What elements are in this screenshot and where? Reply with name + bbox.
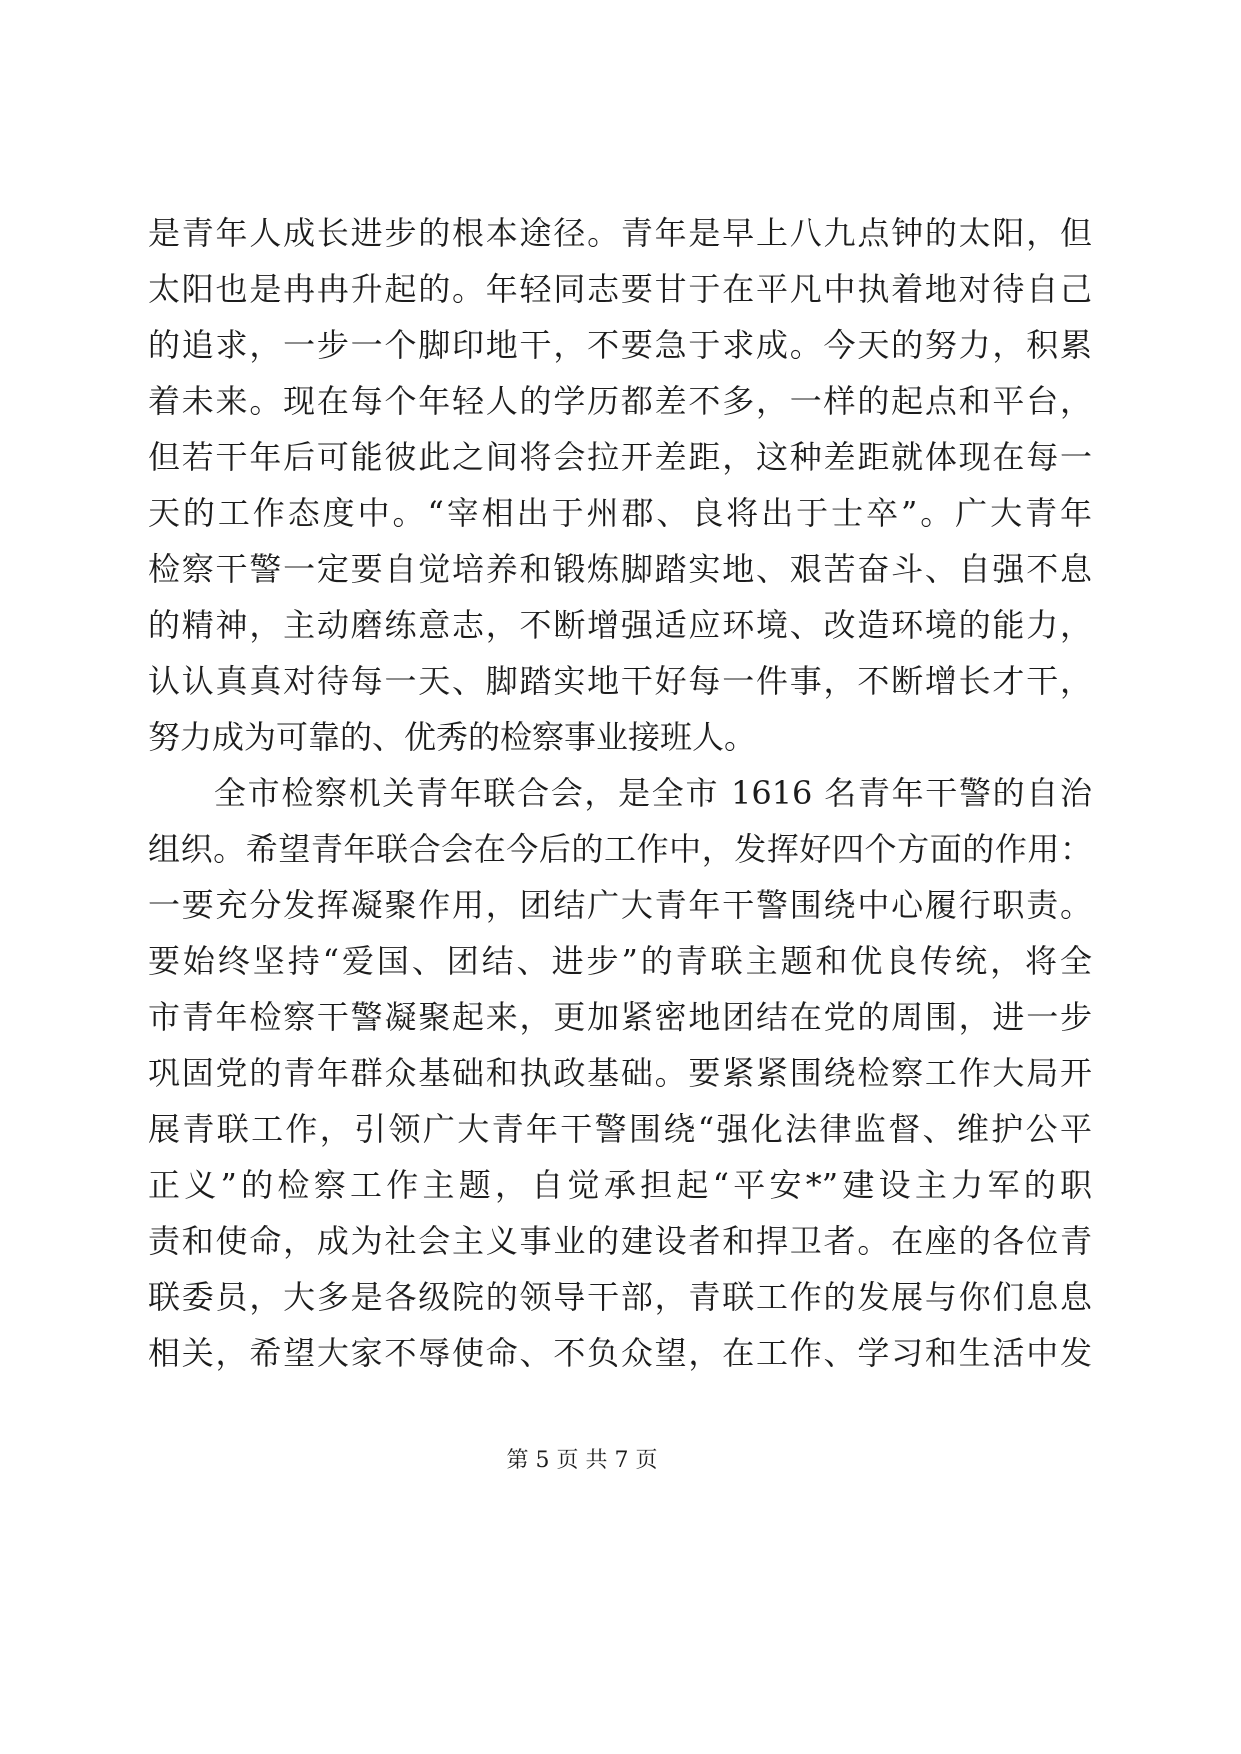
text-line: 巩固党的青年群众基础和执政基础。要紧紧围绕检察工作大局开 [148, 1054, 1092, 1092]
page-footer: 第 5 页 共 7 页 [506, 1448, 658, 1473]
text-line: 市青年检察干警凝聚起来，更加紧密地团结在党的周围，进一步 [148, 998, 1092, 1036]
paragraph-2 [148, 765, 1092, 1381]
text-line: 要始终坚持“爱国、团结、进步”的青联主题和优良传统，将全 [148, 942, 1092, 980]
text-line: 正义”的检察工作主题，自觉承担起“平安*”建设主力军的职 [148, 1166, 1092, 1204]
text-line: 努力成为可靠的、优秀的检察事业接班人。 [148, 718, 757, 756]
text-line: 组织。希望青年联合会在今后的工作中，发挥好四个方面的作用： [148, 830, 1092, 868]
text-line: 一要充分发挥凝聚作用，团结广大青年干警围绕中心履行职责。 [148, 886, 1092, 924]
text-line: 责和使命，成为社会主义事业的建设者和捍卫者。在座的各位青 [148, 1222, 1092, 1260]
paragraph-1 [148, 205, 1092, 765]
text-line: 是青年人成长进步的根本途径。青年是早上八九点钟的太阳，但 [148, 214, 1092, 252]
document-body [148, 205, 1092, 1381]
text-line: 天的工作态度中。“宰相出于州郡、良将出于士卒”。广大青年 [148, 494, 1092, 532]
text-line: 着未来。现在每个年轻人的学历都差不多，一样的起点和平台， [148, 382, 1092, 420]
text-line: 全市检察机关青年联合会，是全市 1616 名青年干警的自治 [214, 774, 1092, 812]
text-line: 的追求，一步一个脚印地干，不要急于求成。今天的努力，积累 [148, 326, 1092, 364]
text-line: 的精神，主动磨练意志，不断增强适应环境、改造环境的能力， [148, 606, 1092, 644]
text-line: 认认真真对待每一天、脚踏实地干好每一件事，不断增长才干， [148, 662, 1092, 700]
text-line: 但若干年后可能彼此之间将会拉开差距，这种差距就体现在每一 [148, 438, 1092, 476]
text-line: 展青联工作，引领广大青年干警围绕“强化法律监督、维护公平 [148, 1110, 1092, 1148]
text-line: 相关，希望大家不辱使命、不负众望，在工作、学习和生活中发 [148, 1334, 1092, 1372]
text-line: 太阳也是冉冉升起的。年轻同志要甘于在平凡中执着地对待自己 [148, 270, 1092, 308]
text-line: 联委员，大多是各级院的领导干部，青联工作的发展与你们息息 [148, 1278, 1092, 1316]
text-line: 检察干警一定要自觉培养和锻炼脚踏实地、艰苦奋斗、自强不息 [148, 550, 1092, 588]
